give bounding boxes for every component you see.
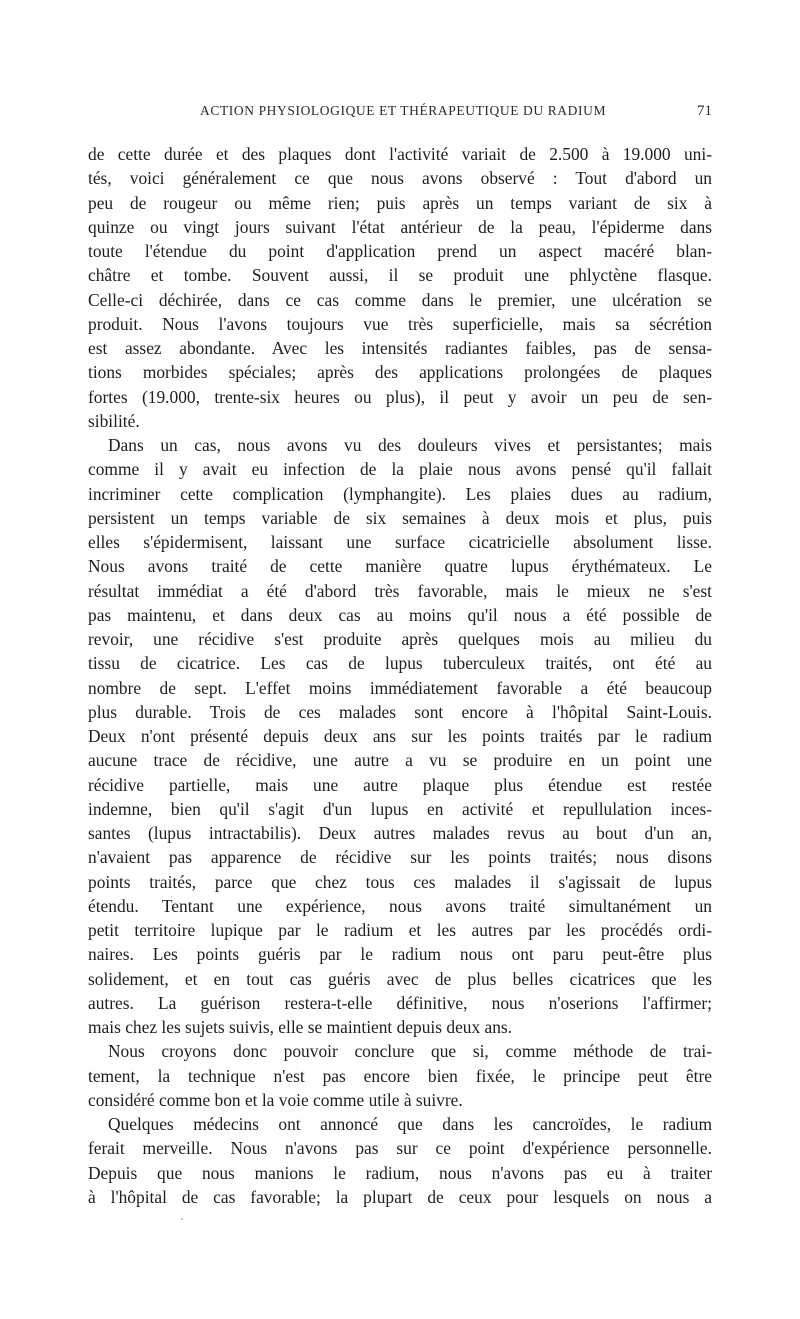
text-line: châtre et tombe. Souvent aussi, il se produit une phlyctène flasque. [88,265,712,286]
text-line: autres. La guérison restera-t-elle définitive, nous n'oserions l'affirmer; [88,992,712,1013]
text-line: incriminer cette complication (lymphangite). Les plaies dues au radium, [88,483,712,504]
text-line: à l'hôpital de cas favorable; la plupart de ceux pour lesquels on nous a [88,1186,712,1207]
body-text [88,142,712,1209]
text-line: ferait merveille. Nous n'avons pas sur ce point d'expérience personnelle. [88,1138,712,1159]
text-line: points traités, parce que chez tous ces malades il s'agissait de lupus [88,871,712,892]
paragraph [88,433,712,1039]
text-line: résultat immédiat a été d'abord très favorable, mais le mieux ne s'est [88,580,712,601]
page-header [88,103,712,125]
text-line: toute l'étendue du point d'application prend un aspect macéré blan- [88,241,712,261]
text-line: santes (lupus intractabilis). Deux autres malades revus au bout d'un an, [88,823,712,843]
text-line: Nous avons traité de cette manière quatre lupus érythémateux. Le [88,556,712,577]
text-line: pas maintenu, et dans deux cas au moins qu'il nous a été possible de [88,604,712,625]
text-line: fortes (19.000, trente-six heures ou plus), il peut y avoir un peu de sen- [88,386,712,407]
text-line: Depuis que nous manions le radium, nous n'avons pas eu à traiter [88,1162,712,1183]
text-line: comme il y avait eu infection de la plaie nous avons pensé qu'il fallait [88,459,712,480]
page-number: 71 [697,103,712,119]
text-line: tement, la technique n'est pas encore bien fixée, le principe peut être [88,1065,712,1086]
text-line: indemne, bien qu'il s'agit d'un lupus en activité et repullulation inces- [88,798,712,819]
text-line: considéré comme bon et la voie comme utile à suivre. [88,1089,463,1110]
text-line: Deux n'ont présenté depuis deux ans sur les points traités par le radium [88,726,712,746]
text-line: nombre de sept. L'effet moins immédiatement favorable a été beaucoup [88,677,712,698]
running-title: ACTION PHYSIOLOGIQUE ET THÉRAPEUTIQUE DU RADIUM [200,103,607,118]
text-line: n'avaient pas apparence de récidive sur les points traités; nous disons [88,847,712,868]
text-line: mais chez les sujets suivis, elle se maintient depuis deux ans. [88,1017,513,1037]
text-line: persistent un temps variable de six semaines à deux mois et plus, puis [88,507,712,528]
text-line: Celle-ci déchirée, dans ce cas comme dans le premier, une ulcération se [88,289,712,310]
text-line: récidive partielle, mais une autre plaque plus étendue est restée [88,774,712,795]
text-line: tissu de cicatrice. Les cas de lupus tuberculeux traités, ont été au [88,653,712,674]
text-line: naires. Les points guéris par le radium nous ont paru peut-être plus [88,944,712,965]
text-line: plus durable. Trois de ces malades sont encore à l'hôpital Saint-Louis. [88,701,712,722]
text-line: Quelques médecins ont annoncé que dans les cancroïdes, le radium [108,1114,712,1134]
text-line: Dans un cas, nous avons vu des douleurs vives et persistantes; mais [108,435,712,455]
text-line: Nous croyons donc pouvoir conclure que si, comme méthode de trai- [108,1041,712,1062]
text-line: produit. Nous l'avons toujours vue très superficielle, mais sa sécrétion [88,313,712,334]
paragraph [88,1039,712,1112]
text-line: solidement, et en tout cas guéris avec de plus belles cicatrices que les [88,968,712,989]
text-line: est assez abondante. Avec les intensités radiantes faibles, pas de sensa- [88,338,712,358]
text-line: elles s'épidermisent, laissant une surface cicatricielle absolument lisse. [88,532,712,552]
paragraph [88,1112,712,1209]
text-line: peu de rougeur ou même rien; puis après un temps variant de six à [88,192,712,213]
text-line: étendu. Tentant une expérience, nous avons traité simultanément un [88,895,712,916]
text-line: petit territoire lupique par le radium et les autres par les procédés ordi- [88,920,712,940]
text-line: aucune trace de récidive, une autre a vu se produire en un point une [88,750,712,771]
paragraph [88,142,712,433]
text-line: revoir, une récidive s'est produite après quelques mois au milieu du [88,629,712,649]
text-line: sibilité. [88,410,140,431]
text-line: de cette durée et des plaques dont l'activité variait de 2.500 à 19.000 uni- [88,144,712,164]
paper-speck [181,1218,183,1220]
text-line: quinze ou vingt jours suivant l'état antérieur de la peau, l'épiderme dans [88,216,712,237]
text-line: tions morbides spéciales; après des applications prolongées de plaques [88,362,712,383]
text-line: tés, voici généralement ce que nous avons observé : Tout d'abord un [88,168,712,189]
